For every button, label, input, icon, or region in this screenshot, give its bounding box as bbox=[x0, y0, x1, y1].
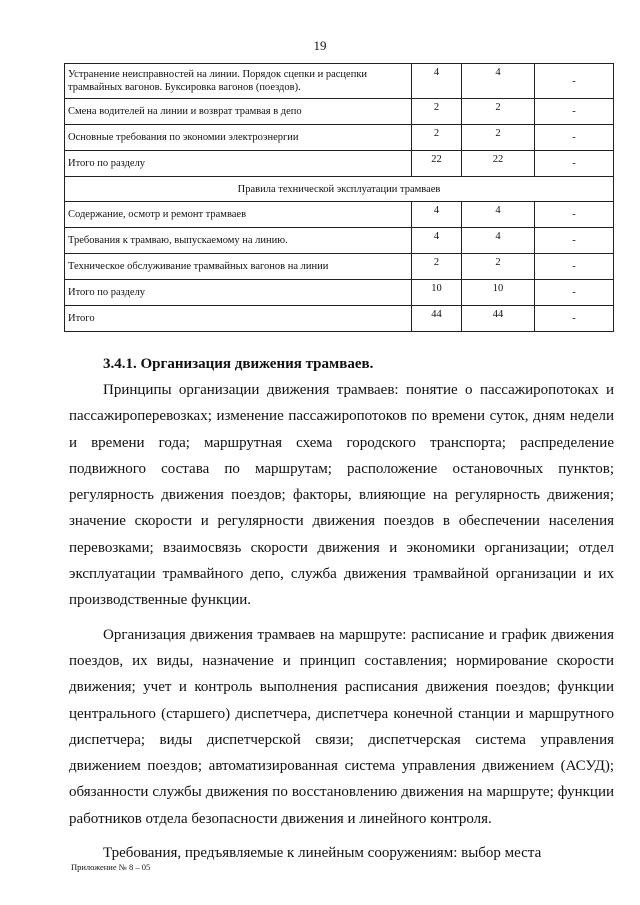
hours-practice-cell: - bbox=[535, 228, 614, 254]
hours-practice-cell: - bbox=[535, 254, 614, 280]
hours-theory-cell: 4 bbox=[462, 202, 535, 228]
section-title-cell: Правила технической эксплуатации трамваев bbox=[65, 177, 614, 202]
hours-total-cell: 2 bbox=[412, 125, 462, 151]
section-heading: 3.4.1. Организация движения трамваев. bbox=[103, 356, 374, 372]
topic-cell: Смена водителей на линии и возврат трамвая в депо bbox=[65, 99, 412, 125]
curriculum-table bbox=[64, 63, 614, 332]
topic-cell: Устранение неисправностей на линии. Порядок сцепки и расцепки трамвайных вагонов. Буксировка вагонов (поездов). bbox=[65, 64, 412, 99]
hours-theory-cell: 22 bbox=[462, 151, 535, 177]
hours-total-cell: 4 bbox=[412, 228, 462, 254]
paragraph-line-requirements: Требования, предъявляемые к линейным сооружениям: выбор места bbox=[103, 845, 542, 862]
hours-practice-cell: - bbox=[535, 306, 614, 332]
hours-theory-cell: 4 bbox=[462, 64, 535, 99]
topic-cell: Техническое обслуживание трамвайных вагонов на линии bbox=[65, 254, 412, 280]
topic-cell: Содержание, осмотр и ремонт трамваев bbox=[65, 202, 412, 228]
hours-total-cell: 2 bbox=[412, 254, 462, 280]
table-row bbox=[65, 280, 614, 306]
hours-total-cell: 22 bbox=[412, 151, 462, 177]
hours-practice-cell: - bbox=[535, 99, 614, 125]
table-row bbox=[65, 254, 614, 280]
hours-practice-cell: - bbox=[535, 280, 614, 306]
hours-practice-cell: - bbox=[535, 151, 614, 177]
table-row bbox=[65, 99, 614, 125]
table-row bbox=[65, 64, 614, 99]
hours-practice-cell: - bbox=[535, 202, 614, 228]
subtotal-label-cell: Итого по разделу bbox=[65, 280, 412, 306]
page-number: 19 bbox=[313, 38, 327, 53]
hours-theory-cell: 10 bbox=[462, 280, 535, 306]
hours-theory-cell: 44 bbox=[462, 306, 535, 332]
hours-practice-cell: - bbox=[535, 125, 614, 151]
page-footer: Приложение № 8 – 05 bbox=[71, 862, 151, 872]
hours-theory-cell: 2 bbox=[462, 125, 535, 151]
paragraph-principles: Принципы организации движения трамваев: понятие о пассажиропотоках и пассажироперевозках; изменение пассажиропотоков по времени суток, дням недели и времени года; маршрутная схема городского транспорта; распределение подвижного состава по маршрутам; расположение остановочных пунктов; регулярность движения поездов; факторы, влияющие на регулярность движения; значение скорости и регулярности движения поездов в обеспечении населения перевозками; взаимосвязь скорости движения и экономики организации; отдел эксплуатации трамвайного депо, служба движения трамвайной организации и их производственные функции. bbox=[69, 382, 614, 609]
section-header-row bbox=[65, 177, 614, 202]
topic-cell: Основные требования по экономии электроэнергии bbox=[65, 125, 412, 151]
hours-theory-cell: 4 bbox=[462, 228, 535, 254]
hours-total-cell: 2 bbox=[412, 99, 462, 125]
subtotal-label-cell: Итого по разделу bbox=[65, 151, 412, 177]
paragraph-route-organization: Организация движения трамваев на маршруте: расписание и график движения поездов, их виды, назначение и принцип составления; нормирование скорости движения; учет и контроль выполнения расписания движения поездов; функции центрального (старшего) диспетчера, диспетчера конечной станции и маршрутного диспетчера; виды диспетчерской связи; диспетчерская система управления движением поездов; автоматизированная система управления движением (АСУД); обязанности службы движения по восстановлению движения на маршруте; функции работников отдела безопасности движения и линейного контроля. bbox=[69, 626, 614, 827]
hours-theory-cell: 2 bbox=[462, 99, 535, 125]
hours-total-cell: 44 bbox=[412, 306, 462, 332]
topic-cell: Требования к трамваю, выпускаемому на линию. bbox=[65, 228, 412, 254]
table-row bbox=[65, 125, 614, 151]
total-label-cell: Итого bbox=[65, 306, 412, 332]
table-row bbox=[65, 306, 614, 332]
section-body bbox=[69, 352, 614, 866]
hours-practice-cell: - bbox=[535, 64, 614, 99]
table-row bbox=[65, 151, 614, 177]
table-row bbox=[65, 202, 614, 228]
hours-theory-cell: 2 bbox=[462, 254, 535, 280]
hours-total-cell: 4 bbox=[412, 202, 462, 228]
hours-total-cell: 10 bbox=[412, 280, 462, 306]
hours-total-cell: 4 bbox=[412, 64, 462, 99]
table-row bbox=[65, 228, 614, 254]
